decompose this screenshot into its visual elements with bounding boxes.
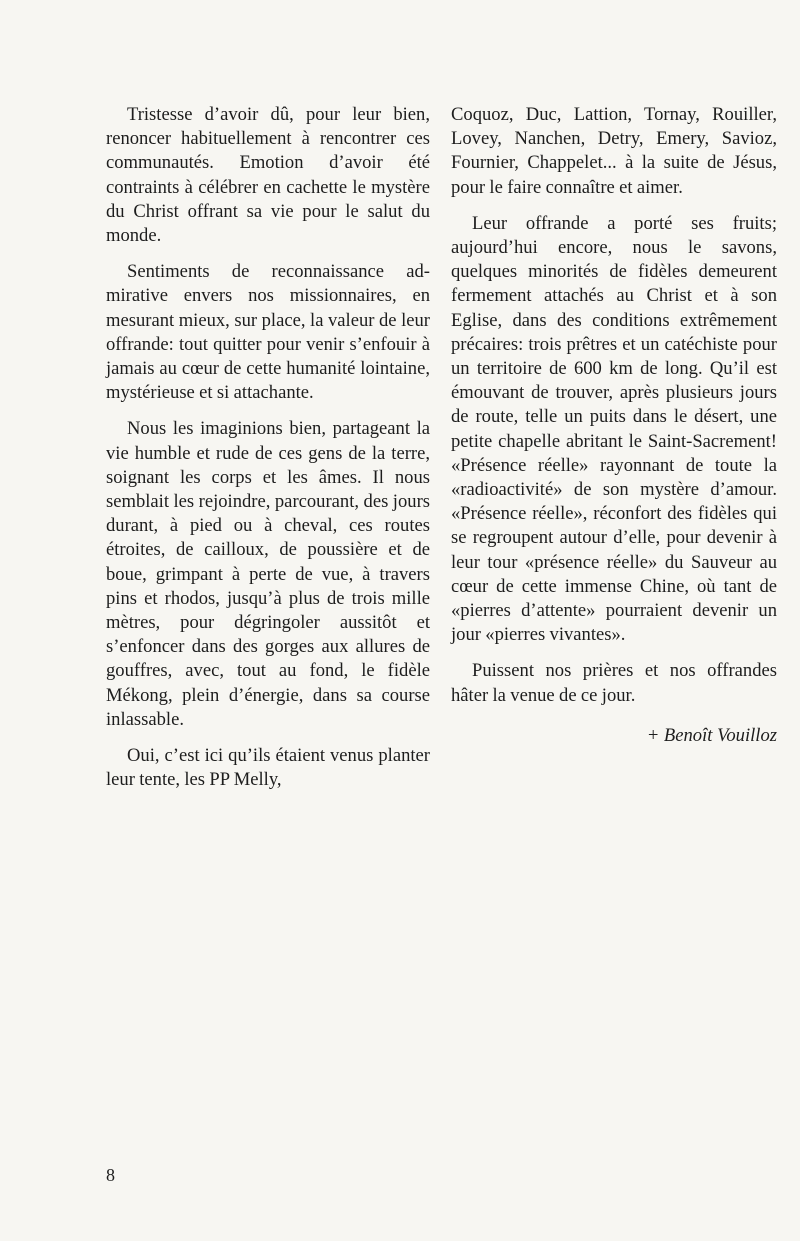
page-number: 8 (106, 1165, 115, 1185)
paragraph-sentiments: Sentiments de reconnaissance admirative envers nos missionnaires, en mesurant mieux, sur place, la valeur de leur offrande: tout quitter pour venir s’enfouir à jamais au cœur de cette humanité lointaine, mystérieuse et si attachante. (106, 261, 430, 404)
paragraph-continuation: Coquoz, Duc, Lattion, Tornay, Rouiller, Lovey, Nanchen, Detry, Emery, Savioz, Fournier, Chappelet... à la suite de Jésus, pour le faire connaître et aimer. (451, 104, 777, 198)
right-column (451, 103, 777, 748)
paragraph-tristesse: Tristesse d’avoir dû, pour leur bien, renoncer habituellement à rencontrer ces communautés. Emotion d’avoir été contraints à célébrer en cachette le mystère du Christ offrant sa vie pour le salut du monde. (106, 104, 430, 247)
paragraph-imaginions: Nous les imaginions bien, partageant la vie humble et rude de ces gens de la terre, soignant les corps et les âmes. Il nous semblait les rejoindre, parcourant, des jours durant, à pied ou à cheval, ces routes étroites, de cailloux, de poussière et de boue, grimpant à perte de vue, à travers pins et rhodos, jusqu’à plus de trois mille mètres, pour dégringoler aussitôt et s’enfoncer dans des gorges aux allures de gouffres, avec, tout au fond, le fidèle Mékong, plein d’énergie, dans sa course inlassable. (106, 418, 430, 730)
paragraph-oui: Oui, c’est ici qu’ils étaient venus planter leur tente, les PP Melly, (106, 745, 430, 791)
paragraph-offrande: Leur offrande a porté ses fruits; aujourd’hui encore, nous le savons, quelques minorités de fidèles demeurent fermement attachés au Christ et à son Eglise, dans des conditions extrêmement précaires: trois prêtres et un catéchiste pour un territoire de 600 km de long. Qu’il est émouvant de trouver, après plusieurs jours de route, telle un puits dans le désert, une petite chapelle abritant le Saint-Sacrement! «Présence réelle» rayonnant de toute la «radioactivité» de son mystère d’amour. «Présence réelle», réconfort des fidèles qui se regroupent autour d’elle, pour devenir à leur tour «présence réelle» du Sauveur au cœur de cette immense Chine, où tant de «pierres d’attente» pourraient devenir un jour «pierres vivantes». (451, 212, 777, 646)
signature: + Benoît Vouilloz (646, 724, 777, 746)
left-column (106, 103, 430, 804)
paragraph-puissent: Puissent nos prières et nos offrandes hâter la venue de ce jour. (451, 660, 777, 706)
